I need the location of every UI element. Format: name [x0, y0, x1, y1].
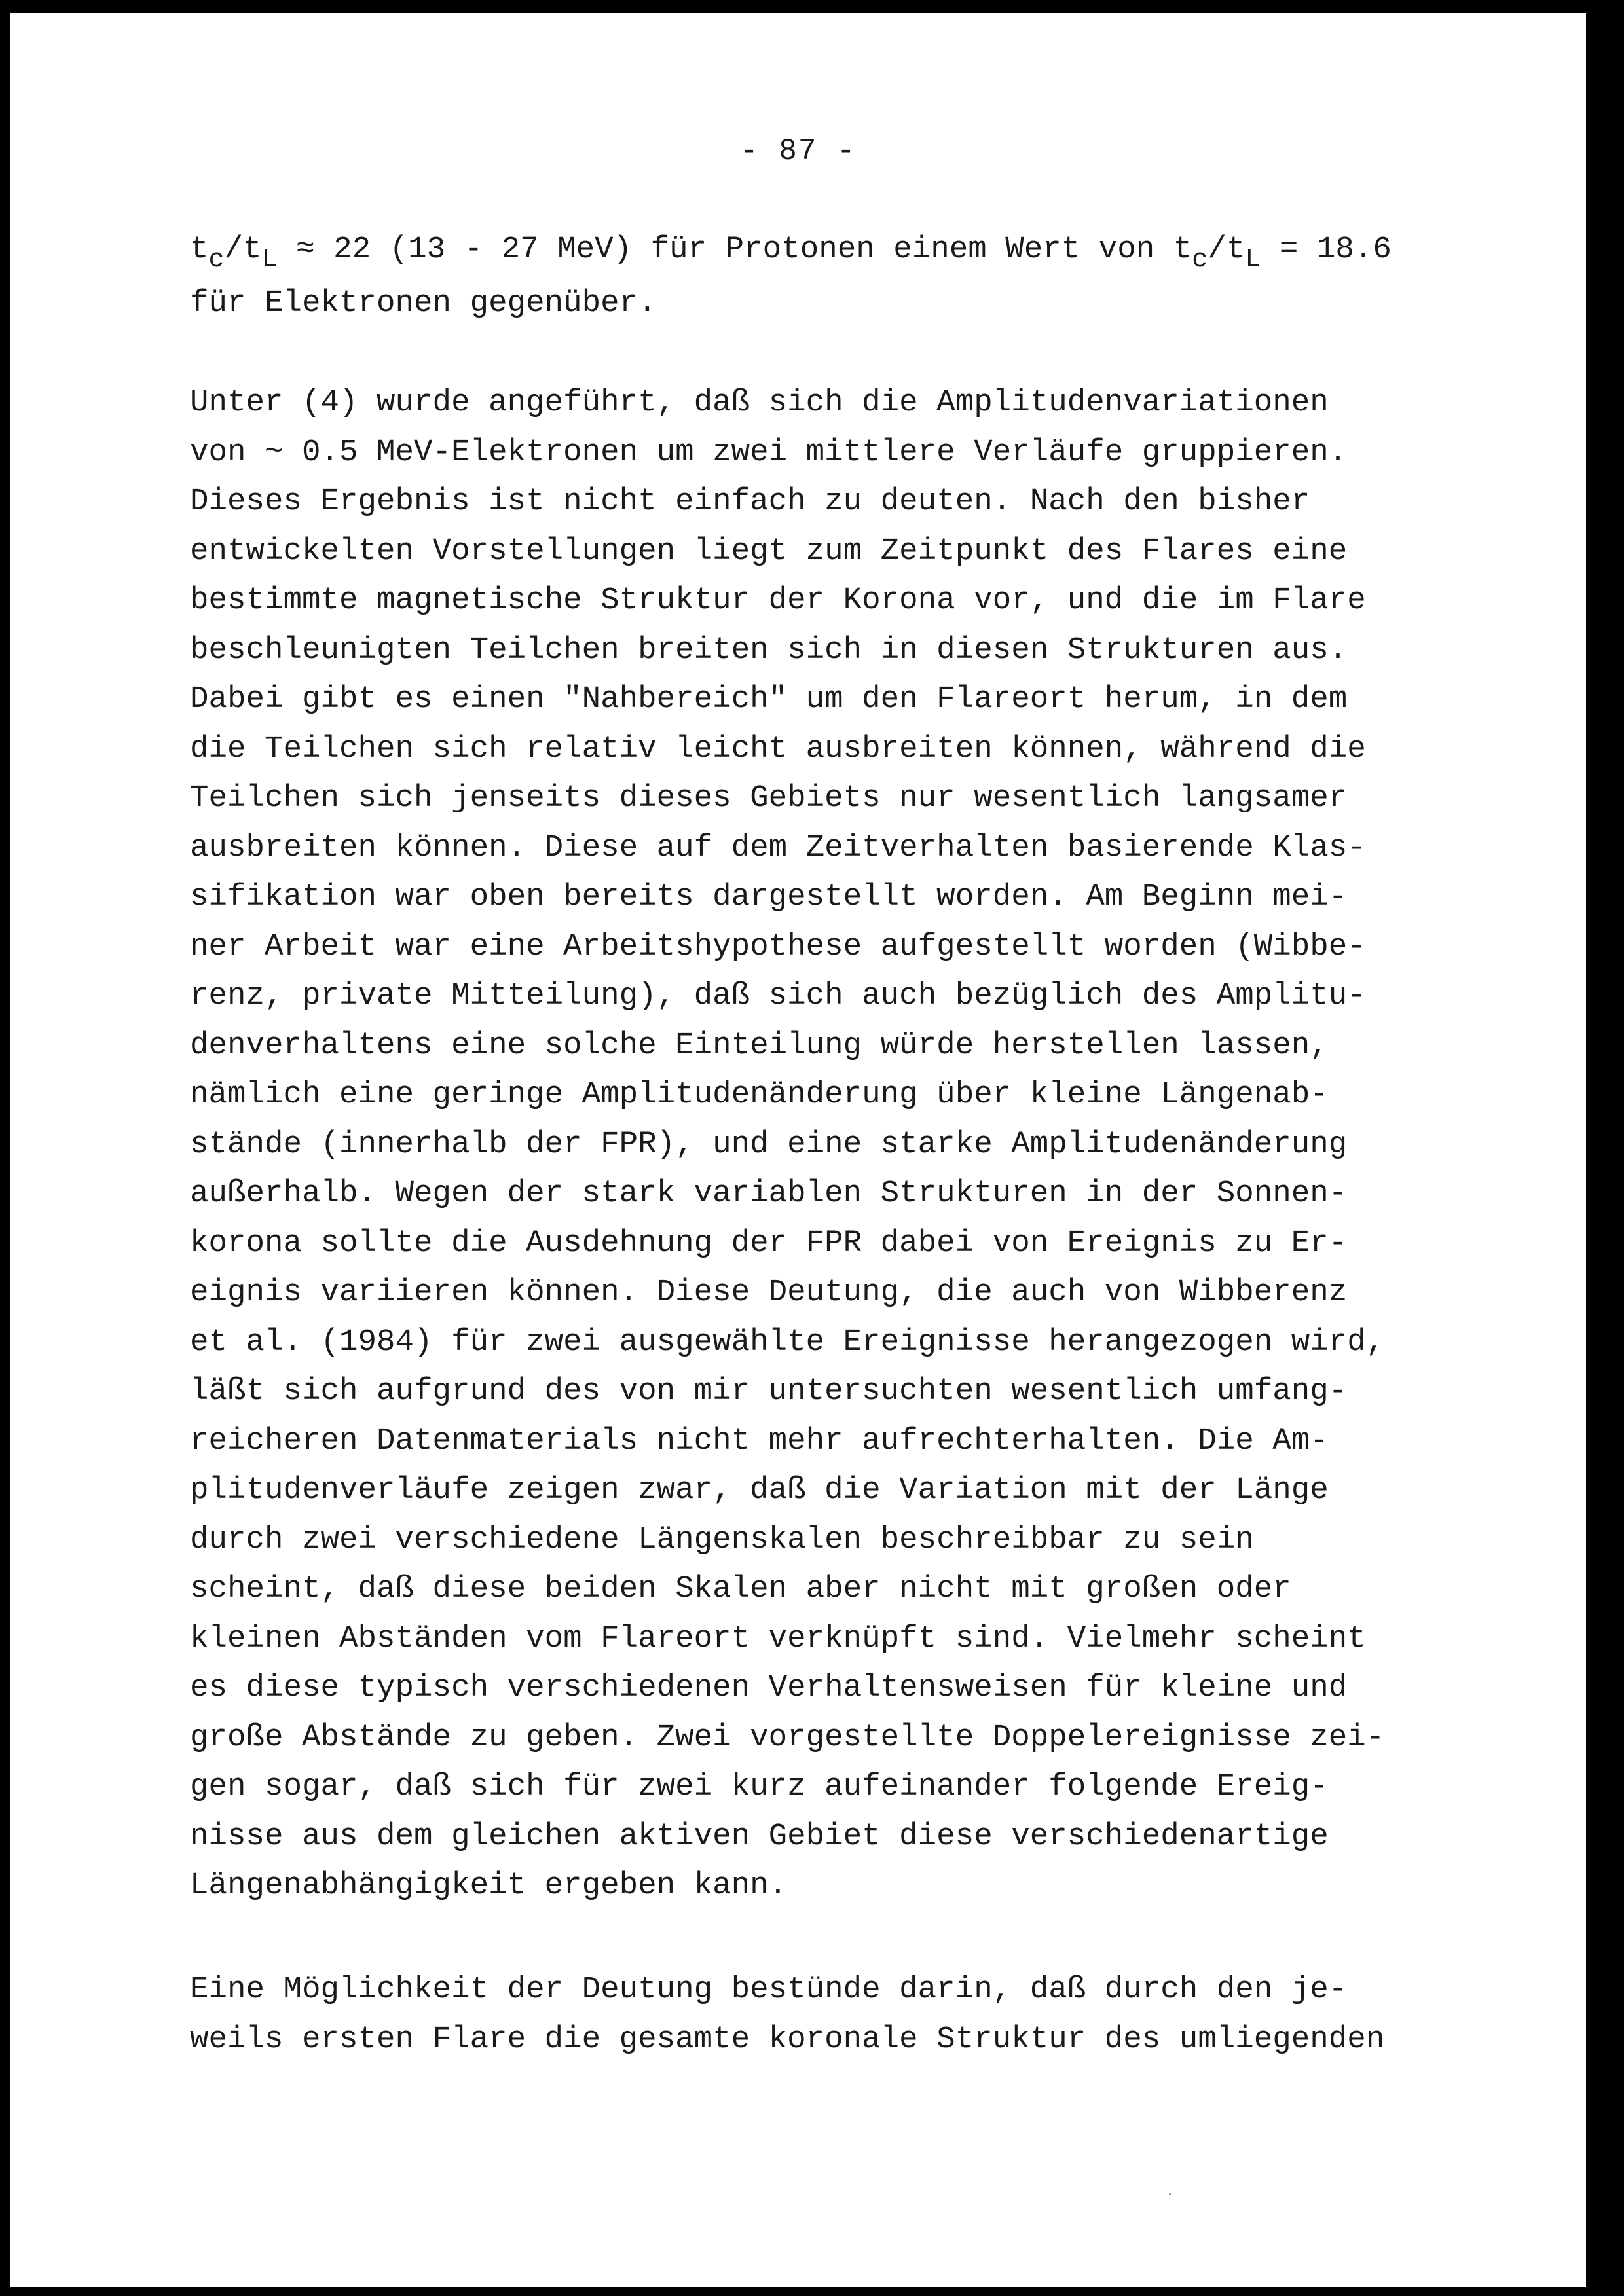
text-line: entwickelten Vorstellungen liegt zum Zeitpunkt des Flares eine [190, 533, 1348, 569]
text-line: außerhalb. Wegen der stark variablen Strukturen in der Sonnen- [190, 1176, 1348, 1211]
text-line: scheint, daß diese beiden Skalen aber nicht mit großen oder [190, 1571, 1291, 1607]
text-line: stände (innerhalb der FPR), und eine starke Amplitudenänderung [190, 1126, 1348, 1162]
scan-border-top [0, 0, 1624, 13]
text-line: durch zwei verschiedene Längenskalen beschreibbar zu sein [190, 1522, 1254, 1558]
text-line: bestimmte magnetische Struktur der Korona vor, und die im Flare [190, 583, 1366, 618]
text-line: große Abstände zu geben. Zwei vorgestellte Doppelereignisse zei- [190, 1719, 1385, 1755]
text-line: Dabei gibt es einen "Nahbereich" um den Flareort herum, in dem [190, 682, 1348, 717]
text-line: sifikation war oben bereits dargestellt worden. Am Beginn mei- [190, 879, 1348, 915]
text-line: von ~ 0.5 MeV-Elektronen um zwei mittlere Verläufe gruppieren. [190, 434, 1348, 470]
scan-border-bottom [0, 2287, 1624, 2296]
text-line: nämlich eine geringe Amplitudenänderung über kleine Längenab- [190, 1077, 1329, 1112]
text-line: Längenabhängigkeit ergeben kann. [190, 1868, 788, 1903]
formula-t: t [190, 232, 209, 267]
text-line: eignis variieren können. Diese Deutung, die auch von Wibberenz [190, 1275, 1348, 1310]
text-line: renz, private Mitteilung), daß sich auch bezüglich des Amplitu- [190, 978, 1366, 1013]
formula-sub-c2: c [1192, 246, 1208, 275]
text-line: die Teilchen sich relativ leicht ausbreiten können, während die [190, 731, 1366, 767]
text-line: Eine Möglichkeit der Deutung bestünde darin, daß durch den je- [190, 1972, 1348, 2007]
text-line: ner Arbeit war eine Arbeitshypothese aufgestellt worden (Wibbe- [190, 928, 1366, 964]
formula-end-text: = 18.6 [1261, 232, 1392, 267]
text-line: Unter (4) wurde angeführt, daß sich die Amplitudenvariationen [190, 385, 1329, 420]
formula-sub-c: c [208, 246, 225, 275]
text-line: es diese typisch verschiedenen Verhaltensweisen für kleine und [190, 1670, 1348, 1705]
text-line: reicheren Datenmaterials nicht mehr aufrechterhalten. Die Am- [190, 1423, 1329, 1459]
text-line: ausbreiten können. Diese auf dem Zeitverhalten basierende Klas- [190, 829, 1366, 866]
text-line: denverhaltens eine solche Einteilung würde herstellen lassen, [190, 1027, 1329, 1063]
formula-sub-l2: L [1245, 246, 1261, 275]
text-line: plitudenverläufe zeigen zwar, daß die Variation mit der Länge [190, 1472, 1329, 1508]
formula-slash: /t [224, 232, 262, 267]
formula-middle-text: ≈ 22 (13 - 27 MeV) für Protonen einem Wert von t [277, 232, 1192, 267]
formula-sub-l: L [261, 246, 278, 275]
formula-line [190, 232, 1392, 275]
text-line: für Elektronen gegenüber. [190, 285, 657, 321]
scan-border-right [1586, 0, 1624, 2296]
text-line: et al. (1984) für zwei ausgewählte Ereignisse herangezogen wird, [190, 1324, 1385, 1360]
text-line: Teilchen sich jenseits dieses Gebiets nur wesentlich langsamer [190, 780, 1348, 816]
text-line: läßt sich aufgrund des von mir untersuchten wesentlich umfang- [190, 1374, 1348, 1409]
formula-slash2: /t [1208, 232, 1246, 267]
text-line: kleinen Abständen vom Flareort verknüpft sind. Vielmehr scheint [190, 1620, 1366, 1656]
text-line: nisse aus dem gleichen aktiven Gebiet diese verschiedenartige [190, 1818, 1329, 1854]
page-number: - 87 - [740, 134, 857, 168]
scan-border-left [0, 0, 10, 2296]
scan-speck [1169, 2193, 1171, 2195]
text-line: korona sollte die Ausdehnung der FPR dabei von Ereignis zu Er- [190, 1225, 1348, 1261]
text-line: Dieses Ergebnis ist nicht einfach zu deuten. Nach den bisher [190, 484, 1310, 519]
text-line: beschleunigten Teilchen breiten sich in diesen Strukturen aus. [190, 632, 1348, 668]
text-line: weils ersten Flare die gesamte koronale Struktur des umliegenden [190, 2021, 1385, 2057]
text-line: gen sogar, daß sich für zwei kurz aufeinander folgende Ereig- [190, 1769, 1329, 1804]
